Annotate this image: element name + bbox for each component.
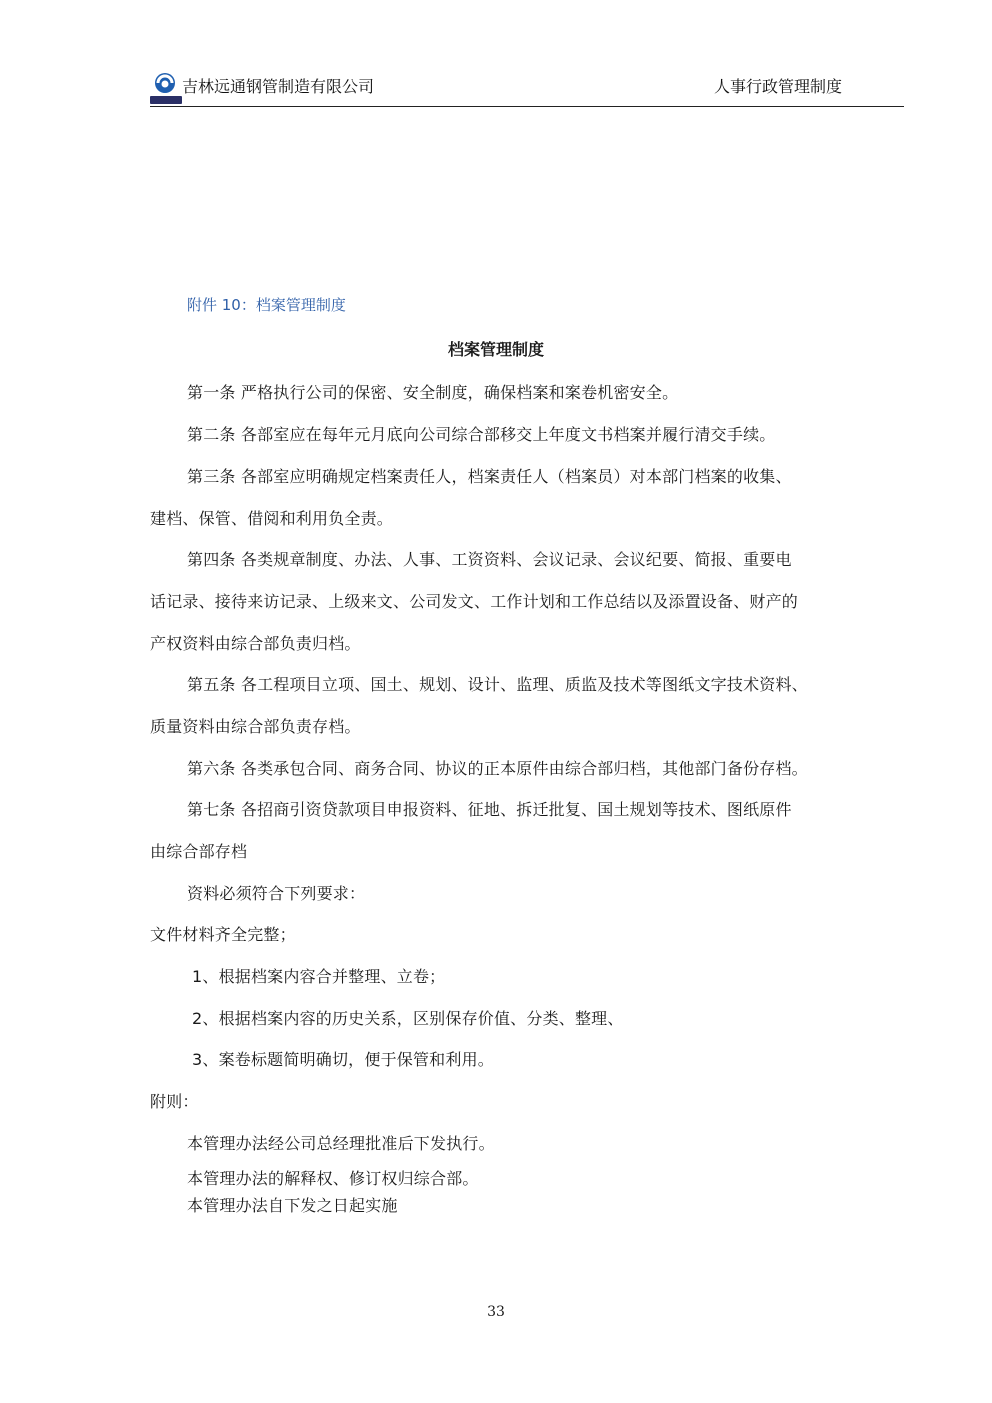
company-logo [150,72,182,104]
requirement-1: 1、根据档案内容合并整理、立卷； [192,967,446,986]
article-4-line-1: 第四条 各类规章制度、办法、人事、工资资料、会议记录、会议纪要、简报、重要电 [187,550,792,569]
requirement-3: 3、案卷标题简明确切，便于保管和利用。 [192,1050,494,1069]
requirements-complete: 文件材料齐全完整； [150,925,296,944]
requirements-intro: 资料必须符合下列要求： [187,884,366,903]
article-1: 第一条 严格执行公司的保密、安全制度，确保档案和案卷机密安全。 [187,383,679,402]
header-doc-title: 人事行政管理制度 [713,77,842,96]
annex-label: 附件 10：档案管理制度 [187,296,346,314]
article-5-line-2: 质量资料由综合部负责存档。 [150,717,361,736]
header-divider [150,106,904,107]
appendix-clause-3: 本管理办法自下发之日起实施 [187,1196,398,1215]
company-name: 吉林远通钢管制造有限公司 [182,77,375,96]
article-7-line-1: 第七条 各招商引资贷款项目申报资料、征地、拆迁批复、国土规划等技术、图纸原件 [187,800,792,819]
article-3-line-2: 建档、保管、借阅和利用负全责。 [150,509,394,528]
page-number: 33 [487,1304,505,1320]
requirement-2: 2、根据档案内容的历史关系，区别保存价值、分类、整理、 [192,1009,624,1028]
page-header [150,70,902,106]
logo-caption [150,96,182,104]
document-title: 档案管理制度 [447,340,544,359]
article-6: 第六条 各类承包合同、商务合同、协议的正本原件由综合部归档，其他部门备份存档。 [187,759,808,778]
appendix-clause-2: 本管理办法的解释权、修订权归综合部。 [187,1169,479,1188]
article-5-line-1: 第五条 各工程项目立项、国土、规划、设计、监理、质监及技术等图纸文字技术资料、 [187,675,808,694]
logo-emblem-icon [154,72,176,94]
appendix-clause-1: 本管理办法经公司总经理批准后下发执行。 [187,1134,495,1153]
article-4-line-3: 产权资料由综合部负责归档。 [150,634,361,653]
appendix-heading: 附则： [150,1092,199,1111]
article-7-line-2: 由综合部存档 [150,842,248,861]
article-4-line-2: 话记录、接待来访记录、上级来文、公司发文、工作计划和工作总结以及添置设备、财产的 [150,592,799,611]
article-2: 第二条 各部室应在每年元月底向公司综合部移交上年度文书档案并履行清交手续。 [187,425,776,444]
article-3-line-1: 第三条 各部室应明确规定档案责任人，档案责任人（档案员）对本部门档案的收集、 [187,467,792,486]
